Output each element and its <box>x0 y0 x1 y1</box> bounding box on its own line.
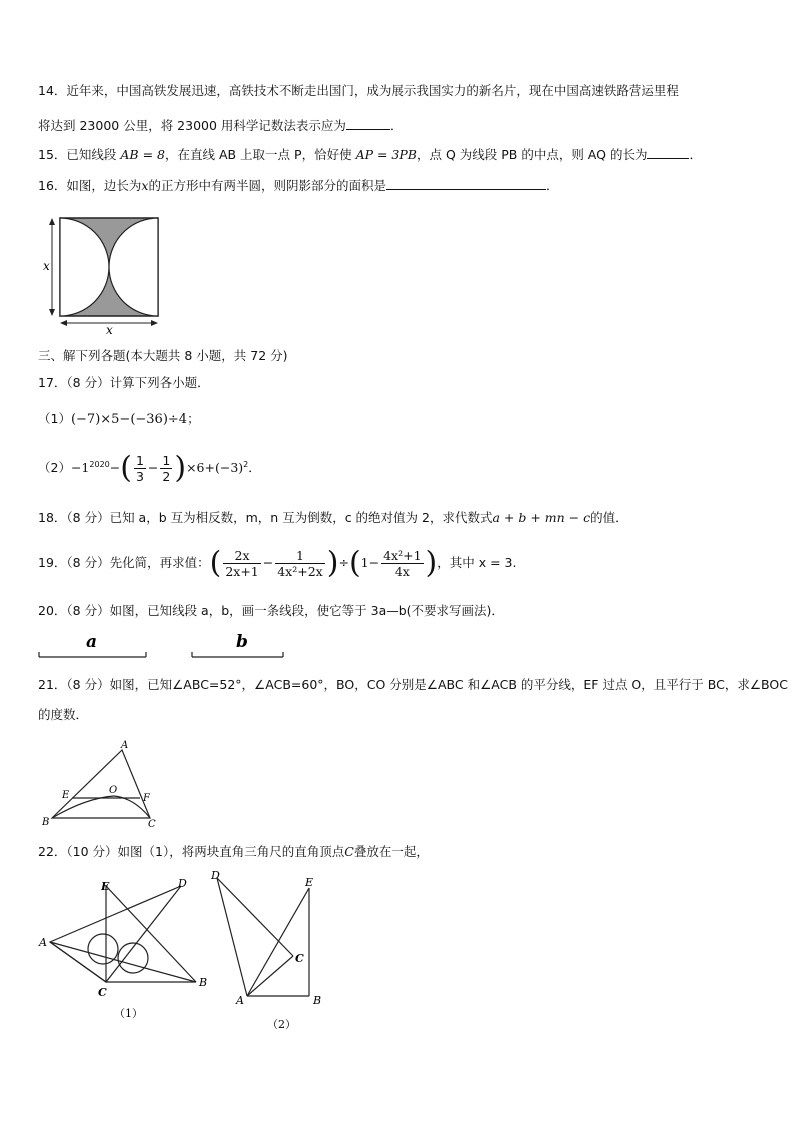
q15-eq2: AP = 3PB <box>355 147 417 162</box>
segment-dc <box>217 878 293 956</box>
answer-blank <box>386 176 546 190</box>
q17-p1-label: （1） <box>38 411 71 426</box>
point-a: A <box>121 740 129 751</box>
q17-p1-end: ； <box>187 411 200 426</box>
triangle-abc <box>52 750 150 818</box>
answer-blank <box>647 145 689 159</box>
q15-eq1: AB = 8 <box>120 147 165 162</box>
frac-den: 4x <box>394 564 410 579</box>
q20-text: 20．（8 分）如图，已知线段 a，b，画一条线段，使它等于 3a—b(不要求写画法)． <box>38 603 504 618</box>
q19-div: ÷ <box>338 555 349 570</box>
point-a: A <box>39 936 47 949</box>
q21-line2: 的度数． <box>38 707 89 722</box>
q21-line1: 21．（8 分）如图，已知∠ABC=52°，∠ACB=60°，BO，CO 分别是∠ABC 和∠ACB 的平分线，EF 过点 O，且平行于 BC，求∠BOC <box>38 677 788 692</box>
q14-line2-text: 将达到 23000 公里，将 23000 用科学记数法表示应为 <box>38 118 346 133</box>
q22 <box>38 843 429 861</box>
q16-text-b: 的正方形中有两半圆，则阴影部分的面积是 <box>148 178 386 193</box>
arrowhead <box>49 218 55 225</box>
q17-p2-label: （2） <box>38 460 71 476</box>
point-c: C <box>295 952 304 965</box>
minus-sign: − <box>262 555 274 570</box>
frac-den: 2x+1 <box>225 564 259 579</box>
fraction <box>381 548 423 579</box>
q15-text-d: ． <box>689 147 702 162</box>
q19-text-a: 19．（8 分）先化简，再求值： <box>38 555 210 570</box>
fraction <box>134 453 146 484</box>
q16-figure <box>38 210 168 335</box>
q17-part1 <box>38 410 200 429</box>
q15-text-c: ，点 Q 为线段 PB 的中点，则 AQ 的长为 <box>416 147 648 162</box>
frac-den: 4x²+2x <box>277 564 323 579</box>
q22-figure-2 <box>205 866 335 1036</box>
q18-expr: a + b + mn − c <box>492 510 591 525</box>
q15-text-a: 15．已知线段 <box>38 147 117 162</box>
arrowhead <box>49 309 55 316</box>
q17-p2-end: ． <box>248 460 261 476</box>
q14-line1: 14．近年来，中国高铁发展迅速，高铁技术不断走出国门，成为展示我国实力的新名片，现在中国高速铁路营运里程 <box>38 83 679 98</box>
q17-p2-pre: −1 <box>70 460 90 476</box>
point-a: A <box>236 994 244 1007</box>
q14-line2 <box>38 116 402 135</box>
arrowhead <box>60 320 67 326</box>
caption-2: （2） <box>267 1018 296 1031</box>
arrowhead <box>151 320 158 326</box>
q22-text-a: 22．（10 分）如图（1），将两块直角三角尺的直角顶点 <box>38 844 345 859</box>
angle-circle <box>88 934 118 964</box>
frac-num: 1 <box>135 453 144 469</box>
segment-da <box>217 878 247 996</box>
right-paren: ) <box>425 545 438 581</box>
q14-line2-end: ． <box>389 118 403 133</box>
triangle-acd <box>50 886 181 982</box>
point-e: E <box>62 790 70 801</box>
left-paren: ( <box>120 450 132 486</box>
q21-figure <box>38 736 168 828</box>
point-b: B <box>313 994 322 1007</box>
q15 <box>38 145 702 164</box>
right-paren: ) <box>174 450 187 486</box>
q16-var: x <box>141 178 149 193</box>
frac-num: 1 <box>275 548 325 564</box>
q17-title: 17．（8 分）计算下列各小题． <box>38 375 210 390</box>
fraction <box>223 548 260 579</box>
section-heading: 三、解下列各题(本大题共 8 小题，共 72 分) <box>38 348 288 363</box>
label-a: a <box>86 632 98 652</box>
left-paren: ( <box>348 545 361 581</box>
q17-p2-mid: ×6+(−3) <box>186 460 244 476</box>
q18-text-a: 18．（8 分）已知 a，b 互为相反数，m，n 互为倒数，c 的绝对值为 2，求代数式 <box>38 510 493 525</box>
q20-figure <box>36 630 296 664</box>
label-x-bottom: x <box>106 323 113 335</box>
q17-part2 <box>38 448 261 486</box>
q18-text-b: 的值． <box>590 510 628 525</box>
caption-1: （1） <box>114 1007 143 1020</box>
frac-num: 4x²+1 <box>383 548 422 563</box>
q15-text-b: ，在直线 AB 上取一点 P，恰好使 <box>164 147 352 162</box>
q17-p2-sq: 2 <box>243 460 249 469</box>
frac-num: 1 <box>162 453 171 469</box>
right-paren: ) <box>326 545 339 581</box>
point-c: C <box>98 986 107 999</box>
left-paren: ( <box>209 545 222 581</box>
answer-blank <box>346 116 390 130</box>
q17-p2-minus: − <box>109 460 121 476</box>
minus-sign: − <box>147 460 159 476</box>
segment-ae <box>247 888 309 996</box>
q17-p1-expr: (−7)×5−(−36)÷4 <box>70 412 188 427</box>
point-e: E <box>305 876 314 889</box>
q19-one: 1− <box>360 555 380 570</box>
point-o: O <box>109 785 118 796</box>
q19-tail: ，其中 x = 3. <box>437 555 517 570</box>
q18 <box>38 509 628 527</box>
q22-text-b: 叠放在一起， <box>353 844 429 859</box>
frac-den: 2 <box>162 469 171 485</box>
segment-ac <box>247 956 293 996</box>
q22-var: C <box>344 844 354 859</box>
fraction <box>275 548 325 579</box>
q16-text-c: ． <box>545 178 559 193</box>
frac-num: 2x <box>223 548 260 564</box>
segment-eb <box>106 886 196 982</box>
point-d: D <box>178 877 187 890</box>
q19 <box>38 542 516 585</box>
point-c: C <box>148 819 156 828</box>
point-b: B <box>42 817 50 828</box>
q16-text-a: 16．如图，边长为 <box>38 178 142 193</box>
label-x-side: x <box>43 259 50 273</box>
frac-den: 3 <box>135 469 144 485</box>
triangle-acb <box>50 942 196 982</box>
q16 <box>38 176 559 195</box>
fraction <box>160 453 172 484</box>
point-e: E <box>101 880 110 893</box>
point-b: B <box>199 976 208 989</box>
q22-figure-1 <box>36 870 211 1025</box>
point-f: F <box>143 793 150 804</box>
point-d: D <box>211 869 220 882</box>
label-b: b <box>236 632 248 652</box>
q17-p2-exp: 2020 <box>89 460 110 469</box>
